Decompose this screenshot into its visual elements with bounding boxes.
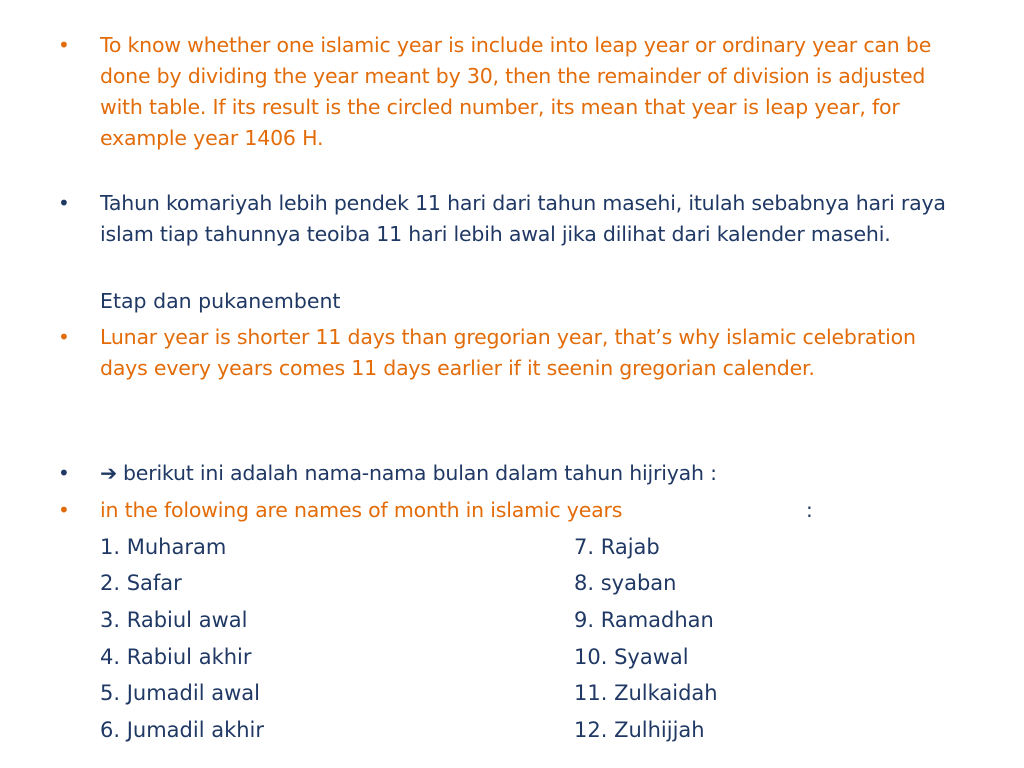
month-item: 3. Rabiul awal bbox=[100, 608, 248, 632]
month-item: 4. Rabiul akhir bbox=[100, 645, 252, 669]
bullet-following bbox=[58, 495, 968, 526]
following-colon: : bbox=[806, 498, 813, 522]
month-item: 5. Jumadil awal bbox=[100, 681, 260, 705]
garbled-line: Etap dan pukanembent bbox=[100, 289, 341, 313]
month-item: 9. Ramadhan bbox=[574, 608, 714, 632]
komariyah-text: Tahun komariyah lebih pendek 11 hari dari tahun masehi, itulah sebabnya hari raya islam tiap tahunnya teoiba 11 hari lebih awal jika dilihat dari kalender masehi. bbox=[100, 191, 946, 246]
following-text: in the folowing are names of month in islamic years bbox=[100, 498, 623, 522]
bullet-leap-year bbox=[58, 30, 968, 185]
leap-year-text: To know whether one islamic year is include into leap year or ordinary year can be done by dividing the year meant by 30, then the remainder of division is adjusted with table. If its result is the circled number, its mean that year is leap year, for example year 1406 H. bbox=[100, 33, 932, 150]
bullet-dot: • bbox=[58, 191, 70, 215]
bullet-dot: • bbox=[58, 461, 70, 485]
month-item: 2. Safar bbox=[100, 571, 182, 595]
arrow-right-icon: ➔ bbox=[100, 461, 117, 485]
month-item: 11. Zulkaidah bbox=[574, 681, 718, 705]
bullet-lunar-year bbox=[58, 322, 968, 415]
bullet-berikut bbox=[58, 458, 968, 489]
bullet-komariyah bbox=[58, 188, 968, 281]
bullet-dot: • bbox=[58, 498, 70, 522]
month-item: 10. Syawal bbox=[574, 645, 689, 669]
bullet-dot: • bbox=[58, 33, 70, 57]
berikut-line bbox=[100, 458, 968, 489]
bullet-dot: • bbox=[58, 325, 70, 349]
month-item: 1. Muharam bbox=[100, 535, 227, 559]
month-item: 12. Zulhijjah bbox=[574, 718, 705, 742]
month-item: 6. Jumadil akhir bbox=[100, 718, 265, 742]
month-item: 7. Rajab bbox=[574, 535, 660, 559]
lunar-year-text: Lunar year is shorter 11 days than gregorian year, that’s why islamic celebration days every years comes 11 days earlier if it seenin gregorian calender. bbox=[100, 325, 916, 380]
berikut-text: berikut ini adalah nama-nama bulan dalam tahun hijriyah : bbox=[122, 461, 717, 485]
month-item: 8. syaban bbox=[574, 571, 677, 595]
